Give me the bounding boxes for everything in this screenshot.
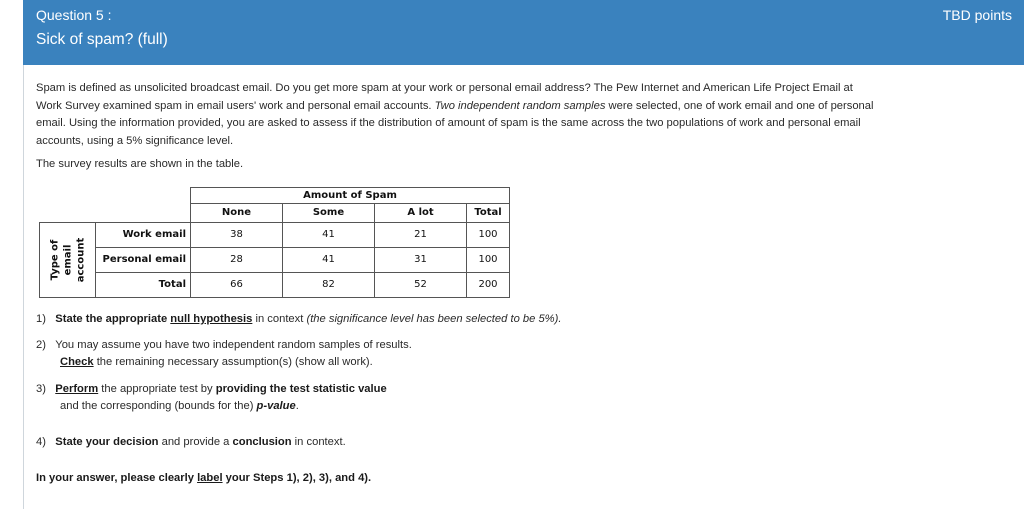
step-4 xyxy=(36,436,346,448)
table-cell: 41 xyxy=(283,222,375,247)
table-cell: 82 xyxy=(283,272,375,297)
spam-table xyxy=(39,187,510,298)
table-cell: 100 xyxy=(467,222,510,247)
step-4-mid: and provide a xyxy=(158,436,233,448)
final-instruction xyxy=(36,472,371,484)
row-label: Personal email xyxy=(96,247,191,272)
table-row xyxy=(40,247,510,272)
col-header: Some xyxy=(283,204,375,222)
points-label: TBD points xyxy=(942,7,1012,23)
intro-paragraph xyxy=(36,80,876,150)
step-3-line-2-text: and the corresponding (bounds for the) xyxy=(60,400,257,412)
table-cell: 28 xyxy=(191,247,283,272)
step-3-text: the appropriate test by xyxy=(98,383,216,395)
step-3-period: . xyxy=(295,400,299,412)
row-label: Work email xyxy=(96,222,191,247)
table-super-header: Amount of Spam xyxy=(191,188,510,204)
table-cell: 100 xyxy=(467,247,510,272)
question-header xyxy=(23,0,1024,65)
step-2-line-2 xyxy=(60,356,373,368)
row-label: Total xyxy=(96,272,191,297)
label-text: label xyxy=(197,472,223,484)
table-row xyxy=(40,272,510,297)
table-cell: 38 xyxy=(191,222,283,247)
step-1-text: State the appropriate xyxy=(55,313,171,325)
null-hypothesis-text: null hypothesis xyxy=(170,313,253,325)
intro-text: Spam is defined as unsolicited broadcast email. Do you get more spam at your work or personal email address? The Pew Internet and American Life Project Email at Work Survey examined spam in email users' work and personal email accounts. xyxy=(36,82,853,112)
step-number: 4) xyxy=(36,436,46,448)
intro-italic-text: Two independent random samples xyxy=(434,99,606,112)
table-corner xyxy=(40,188,191,223)
table-row xyxy=(40,222,510,247)
step-number: 2) xyxy=(36,339,46,351)
row-axis-label: Type of email account xyxy=(40,222,96,297)
step-1-note: (the significance level has been selected to be 5%). xyxy=(306,313,562,325)
step-2-text: You may assume you have two independent random samples of results. xyxy=(55,339,412,351)
final-text-end: your Steps 1), 2), 3), and 4). xyxy=(222,472,372,484)
step-3-line-2 xyxy=(60,400,299,412)
survey-text: The survey results are shown in the table. xyxy=(36,158,244,170)
step-2-rest: the remaining necessary assumption(s) (show all work). xyxy=(93,356,373,368)
step-1-context: in context xyxy=(252,313,307,325)
table-cell: 52 xyxy=(375,272,467,297)
table-cell: 200 xyxy=(467,272,510,297)
step-4-text: State your xyxy=(55,436,114,448)
table-cell: 41 xyxy=(283,247,375,272)
step-2 xyxy=(36,339,412,351)
perform-text: Perform xyxy=(55,383,99,395)
table-cell: 21 xyxy=(375,222,467,247)
question-title: Sick of spam? (full) xyxy=(36,31,168,48)
final-text: In your answer, please clearly xyxy=(36,472,198,484)
table-cell: 31 xyxy=(375,247,467,272)
test-statistic-text: providing the test statistic value xyxy=(215,383,387,395)
step-number: 1) xyxy=(36,313,46,325)
col-header: A lot xyxy=(375,204,467,222)
check-text: Check xyxy=(60,356,94,368)
question-number: Question 5 : xyxy=(36,7,112,23)
col-header: None xyxy=(191,204,283,222)
step-3 xyxy=(36,383,387,395)
intro-text-cont: were selected, one of work email and one of personal email. Using the information provided, you are asked to assess if the distribution of amount of spam is the same across the two populations of work and personal email accounts, using a 5% significance level. xyxy=(36,99,874,147)
conclusion-text: conclusion xyxy=(232,436,292,448)
step-1 xyxy=(36,313,561,325)
table-cell: 66 xyxy=(191,272,283,297)
decision-text: decision xyxy=(113,436,159,448)
step-number: 3) xyxy=(36,383,46,395)
col-header: Total xyxy=(467,204,510,222)
p-value-text: p-value xyxy=(256,400,296,412)
step-4-end: in context. xyxy=(291,436,346,448)
